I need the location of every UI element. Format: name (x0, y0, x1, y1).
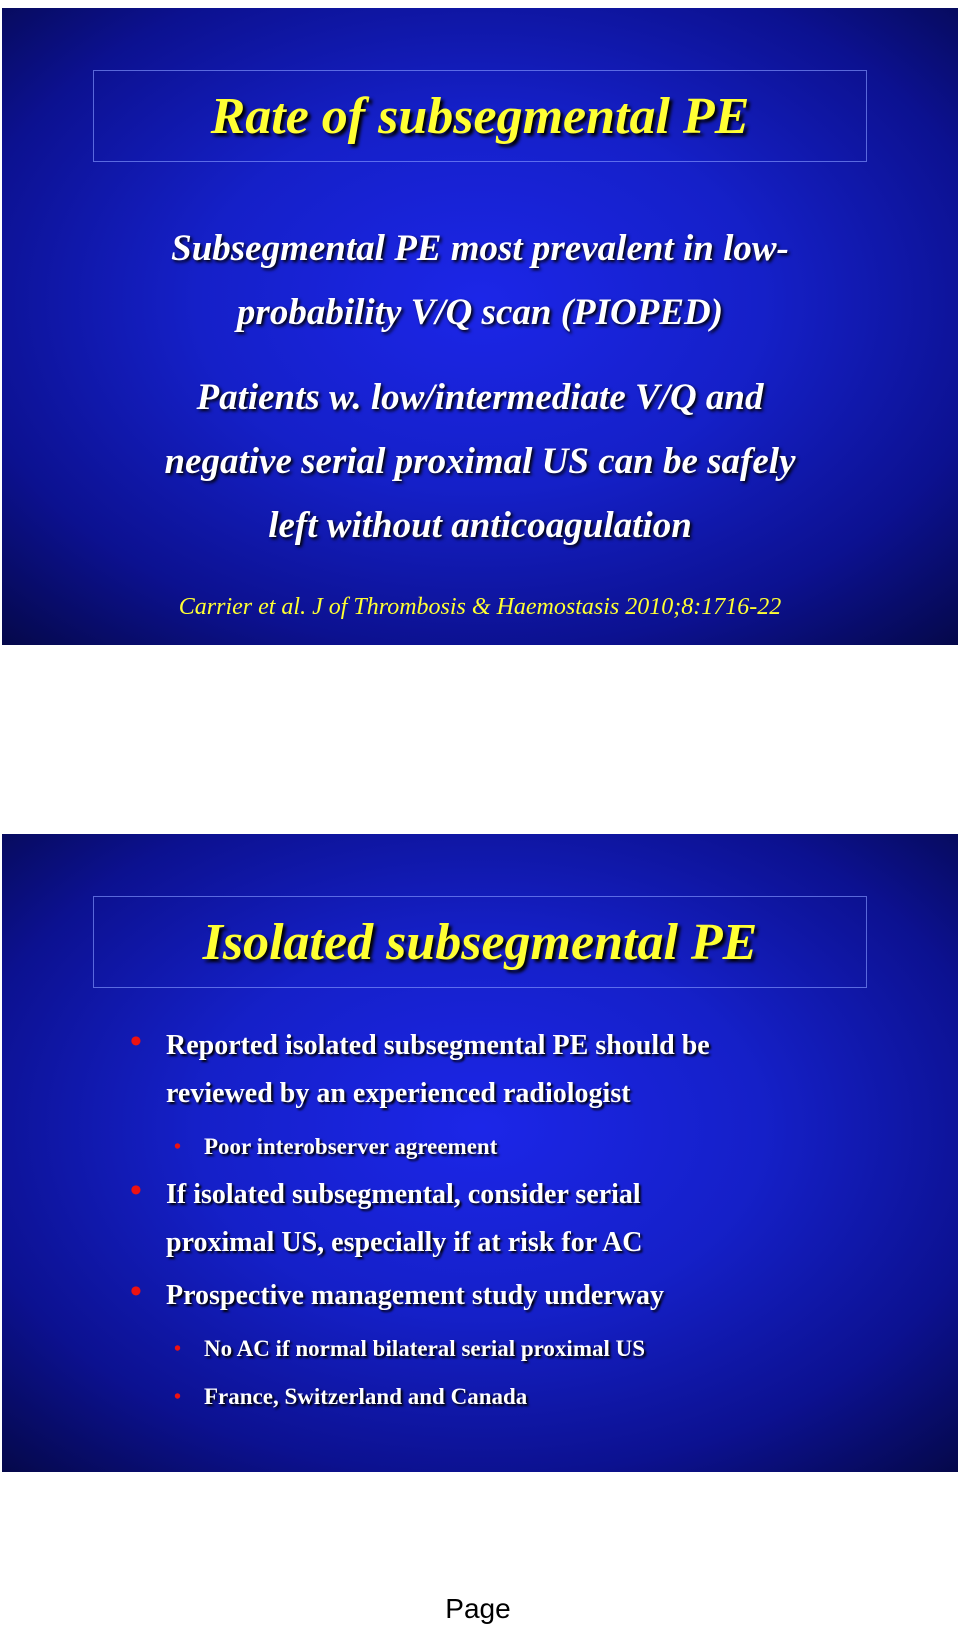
bullet-item (130, 1022, 890, 1118)
bullet-item (130, 1171, 890, 1267)
bullet-dot-icon: • (130, 1023, 142, 1060)
title-frame (93, 70, 867, 162)
paragraph-line: Patients w. low/intermediate V/Q and (196, 377, 764, 418)
sub-bullet-text: No AC if normal bilateral serial proximal US (204, 1336, 646, 1361)
bullet-dot-icon: • (130, 1172, 142, 1209)
paragraph-prevalence (62, 217, 898, 345)
slide-isolated-subsegmental-pe (2, 834, 958, 1472)
paragraph-line: negative serial proximal US can be safely (164, 441, 796, 482)
bullet-line: Reported isolated subsegmental PE should be (166, 1030, 710, 1061)
sub-bullet-dot-icon: • (174, 1386, 182, 1408)
slide-title: Rate of subsegmental PE (210, 87, 750, 145)
sub-bullet-text: France, Switzerland and Canada (204, 1384, 528, 1409)
slide-rate-of-subsegmental-pe (2, 8, 958, 645)
bullet-line: If isolated subsegmental, consider serial (166, 1179, 641, 1210)
bullet-list (130, 1022, 890, 1421)
page-footer: Page (445, 1593, 511, 1624)
paragraph-patients (62, 366, 898, 558)
bullet-line: proximal US, especially if at risk for AC (166, 1227, 643, 1258)
bullet-dot-icon: • (130, 1273, 142, 1310)
sub-bullet-item (130, 1123, 890, 1171)
sub-bullet-dot-icon: • (174, 1136, 182, 1158)
sub-bullet-dot-icon: • (174, 1338, 182, 1360)
slide-title: Isolated subsegmental PE (202, 913, 758, 971)
citation: Carrier et al. J of Thrombosis & Haemostasis 2010;8:1716-22 (178, 594, 782, 620)
title-frame (93, 896, 867, 988)
paragraph-line: left without anticoagulation (268, 505, 692, 546)
sub-bullet-item (130, 1373, 890, 1421)
sub-bullet-item (130, 1325, 890, 1373)
paragraph-line: probability V/Q scan (PIOPED) (236, 292, 724, 333)
paragraph-line: Subsegmental PE most prevalent in low- (171, 228, 789, 269)
bullet-item (130, 1272, 890, 1320)
bullet-line: Prospective management study underway (166, 1280, 665, 1311)
sub-bullet-text: Poor interobserver agreement (204, 1134, 498, 1159)
bullet-line: reviewed by an experienced radiologist (166, 1078, 631, 1109)
